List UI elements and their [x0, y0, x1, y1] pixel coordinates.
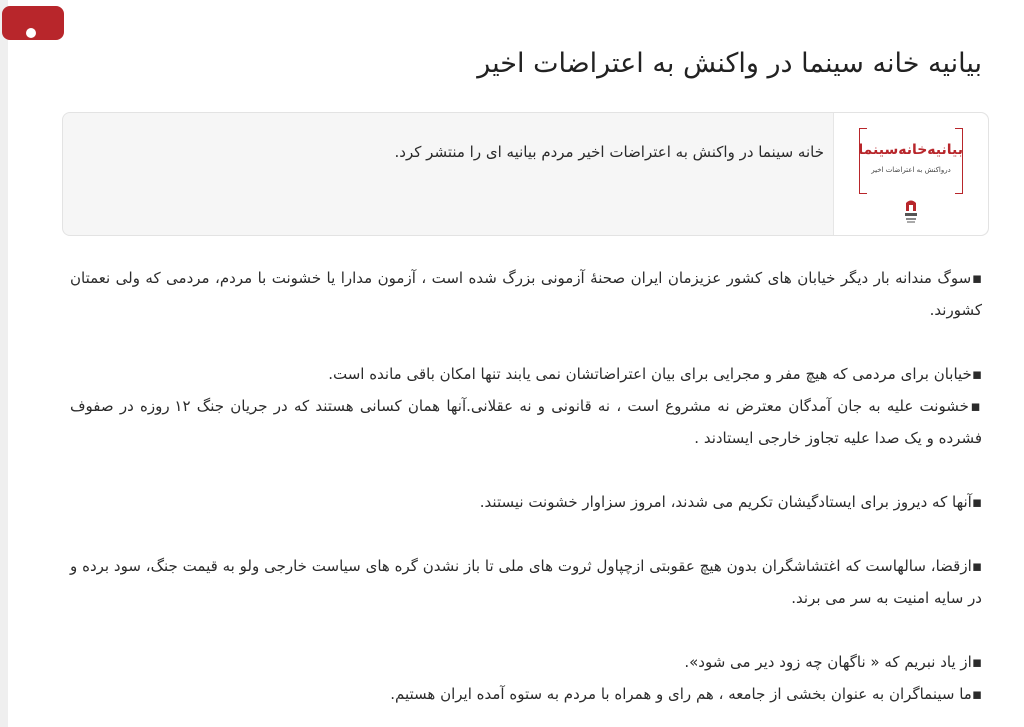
left-edge-strip [0, 0, 8, 727]
paragraph-3: ▪︎خشونت علیه به جان آمدگان معترض نه مشروع است ، نه قانونی و نه عقلانی.آنها همان کسانی هستند که در جریان جنگ ۱۲ روزه در صفوف فشرده و یک صدا علیه تجاوز خارجی ایستادند . [70, 397, 982, 447]
thumbnail-frame [859, 128, 963, 192]
paragraph-5: ▪︎ازقضا، سالهاست که اغتشاشگران بدون هیچ عقوبتی ازچپاول ثروت های ملی تا باز نشدن گره های سیاست خارجی ولو به قیمت جنگ، سود برده و در سایه امنیت به سر می برند. [70, 557, 982, 607]
thumbnail-title: بیانیه‌خانه‌سینما [858, 142, 963, 158]
site-badge-icon[interactable] [2, 6, 64, 40]
paragraph-7: ▪︎ما سینماگران به عنوان بخشی از جامعه ، هم رای و همراه با مردم به ستوه آمده ایران هستیم. [390, 685, 982, 703]
paragraph-2: ▪︎خیابان برای مردمی که هیچ مفر و مجرایی برای بیان اعتراضاتشان نمی یابند تنها امکان باقی مانده است. [328, 365, 982, 383]
thumbnail-subtitle: درواکنش به اعتراضات اخیر [871, 166, 951, 174]
card-summary-text: خانه سینما در واکنش به اعتراضات اخیر مردم بیانیه ای را منتشر کرد. [394, 143, 824, 161]
bracket-right [955, 128, 963, 194]
page-title: بیانیه خانه سینما در واکنش به اعتراضات اخیر [477, 48, 982, 79]
cinema-house-logo-icon [904, 198, 918, 224]
paragraph-4: ▪︎آنها که دیروز برای ایستادگیشان تکریم می شدند، امروز سزاوار خشونت نیستند. [479, 493, 982, 511]
link-preview-card[interactable] [62, 112, 989, 236]
card-thumbnail [833, 113, 988, 235]
paragraph-6: ▪︎از یاد نبریم که « ناگهان چه زود دیر می شود». [684, 653, 982, 671]
statement-body [70, 262, 982, 710]
bracket-left [859, 128, 867, 194]
paragraph-1: ▪︎سوگ مندانه بار دیگر خیابان های کشور عزیزمان ایران صحنهٔ آزمونی بزرگ شده است ، آزمون مدارا یا خشونت با مردم، مردمی که ولی نعمتان کشورند. [70, 269, 982, 319]
badge-dot [26, 28, 36, 38]
